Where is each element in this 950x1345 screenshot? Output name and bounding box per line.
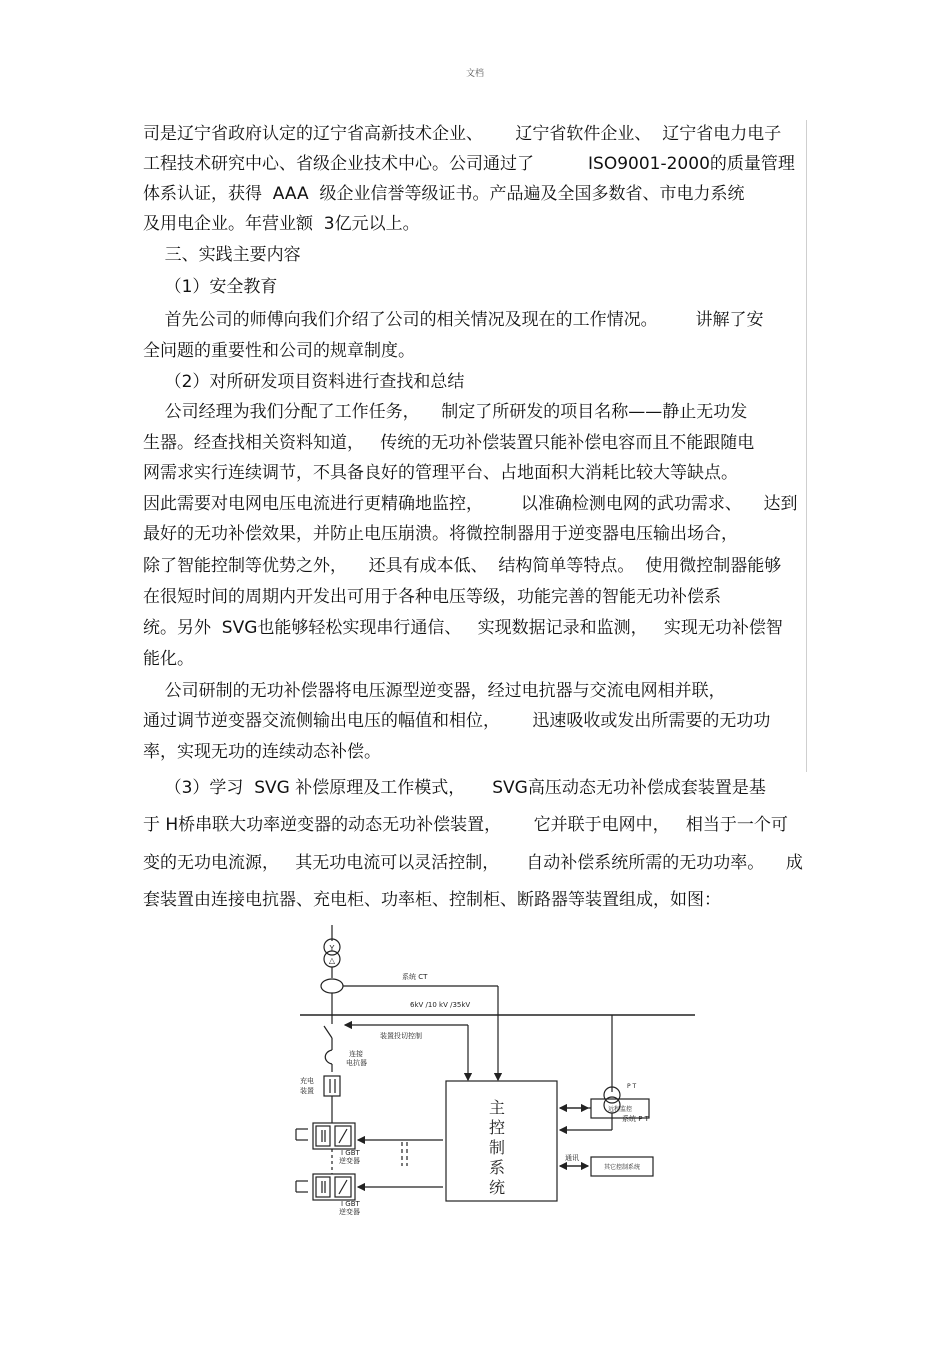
body-line: （2）对所研发项目资料进行查找和总结 — [143, 372, 465, 392]
igbt1-label-line1: I GBT — [341, 1149, 360, 1157]
body-line: 全问题的重要性和公司的规章制度。 — [143, 341, 415, 361]
body-line: 统。另外 SVG也能够轻松实现串行通信、 实现数据记录和监测， 实现无功补偿智 — [143, 618, 783, 638]
body-line: 最好的无功补偿效果，并防止电压崩溃。将微控制器用于逆变器电压输出场合， — [143, 524, 738, 544]
body-line: 首先公司的师傅向我们介绍了公司的相关情况及现在的工作情况。 讲解了安 — [143, 310, 764, 330]
reactor-label-line1: 连接 — [349, 1050, 363, 1058]
body-line: 公司研制的无功补偿器将电压源型逆变器，经过电抗器与交流电网相并联， — [143, 681, 726, 701]
main-control-char-4: 系 — [488, 1158, 506, 1177]
remote-monitor-label: 远程监控 — [607, 1106, 633, 1113]
body-line: 公司经理为我们分配了工作任务， 制定了所研发的项目名称——静止无功发 — [143, 402, 748, 422]
igbt2-dc-cell — [316, 1177, 330, 1197]
page-header: 文档 — [465, 69, 484, 79]
charging-device-box — [324, 1076, 340, 1096]
main-control-char-5: 统 — [488, 1178, 506, 1197]
charging-label-line2: 装置 — [300, 1087, 314, 1095]
transformer-delta-label: △ — [328, 956, 336, 965]
body-line: 变的无功电流源， 其无功电流可以灵活控制， 自动补偿系统所需的无功功率。 成 — [143, 853, 803, 873]
body-line: 因此需要对电网电压电流进行更精确地监控， 以准确检测电网的武功需求、 达到 — [143, 494, 798, 514]
body-line: （1）安全教育 — [143, 277, 278, 297]
system-ct-label: 系统 CT — [402, 973, 428, 981]
pt-label: P T — [627, 1083, 637, 1090]
igbt2-box — [313, 1174, 355, 1200]
body-line: 司是辽宁省政府认定的辽宁省高新技术企业、 辽宁省软件企业、 辽宁省电力电子 — [143, 124, 782, 144]
reactor-symbol — [325, 1050, 332, 1064]
igbt2-label-line1: I GBT — [341, 1200, 360, 1208]
body-line: 率，实现无功的连续动态补偿。 — [143, 742, 381, 762]
main-control-char-2: 控 — [488, 1118, 506, 1137]
body-line: 能化。 — [143, 649, 194, 669]
body-line: 套装置由连接电抗器、充电柜、功率柜、控制柜、断路器等装置组成，如图： — [143, 890, 721, 910]
body-line: 三、实践主要内容 — [143, 245, 301, 265]
body-line: 除了智能控制等优势之外， 还具有成本低、 结构简单等特点。 使用微控制器能够 — [143, 556, 782, 576]
igbt1-dc-cell — [316, 1126, 330, 1146]
body-line: 在很短时间的周期内开发出可用于各种电压等级，功能完善的智能无功补偿系 — [143, 587, 721, 607]
body-line: 及用电企业。年营业额 3亿元以上。 — [143, 214, 420, 234]
charging-label-line1: 充电 — [300, 1077, 314, 1085]
igbt1-box — [313, 1123, 355, 1149]
system-ct-symbol — [321, 979, 343, 993]
body-line: （3）学习 SVG 补偿原理及工作模式， SVG高压动态无功补偿成套装置是基 — [143, 778, 766, 798]
igbt2-label-line2: 逆变器 — [339, 1208, 360, 1216]
body-line: 体系认证，获得 AAA 级企业信誉等级证书。产品遍及全国多数省、市电力系统 — [143, 184, 745, 204]
body-line: 于 H桥串联大功率逆变器的动态无功补偿装置， 它并联于电网中， 相当于一个可 — [143, 815, 788, 835]
breaker-switch — [324, 1026, 332, 1038]
reactor-label-line2: 电抗器 — [346, 1059, 367, 1067]
comm-label: 通讯 — [565, 1154, 579, 1162]
other-control-label: 其它控制系统 — [603, 1164, 641, 1171]
main-control-char-3: 制 — [488, 1138, 506, 1157]
igbt1-label-line2: 逆变器 — [339, 1157, 360, 1165]
system-pt-label: 系统 P T — [622, 1115, 649, 1123]
body-line: 网需求实行连续调节，不具备良好的管理平台、占地面积大消耗比较大等缺点。 — [143, 463, 738, 483]
body-line: 工程技术研究中心、省级企业技术中心。公司通过了 ISO9001-2000的质量管理 — [143, 154, 795, 174]
body-line: 通过调节逆变器交流侧输出电压的幅值和相位， 迅速吸收或发出所需要的无功功 — [143, 711, 771, 731]
transformer-y-label: Y — [329, 944, 335, 953]
body-line: 生器。经查找相关资料知道， 传统的无功补偿装置只能补偿电容而且不能跟随电 — [143, 433, 755, 453]
bus-voltage-label: 6kV /10 kV /35kV — [410, 1001, 471, 1009]
main-control-char-1: 主 — [488, 1098, 506, 1117]
device-switch-control-label: 装置投切控制 — [380, 1032, 422, 1040]
